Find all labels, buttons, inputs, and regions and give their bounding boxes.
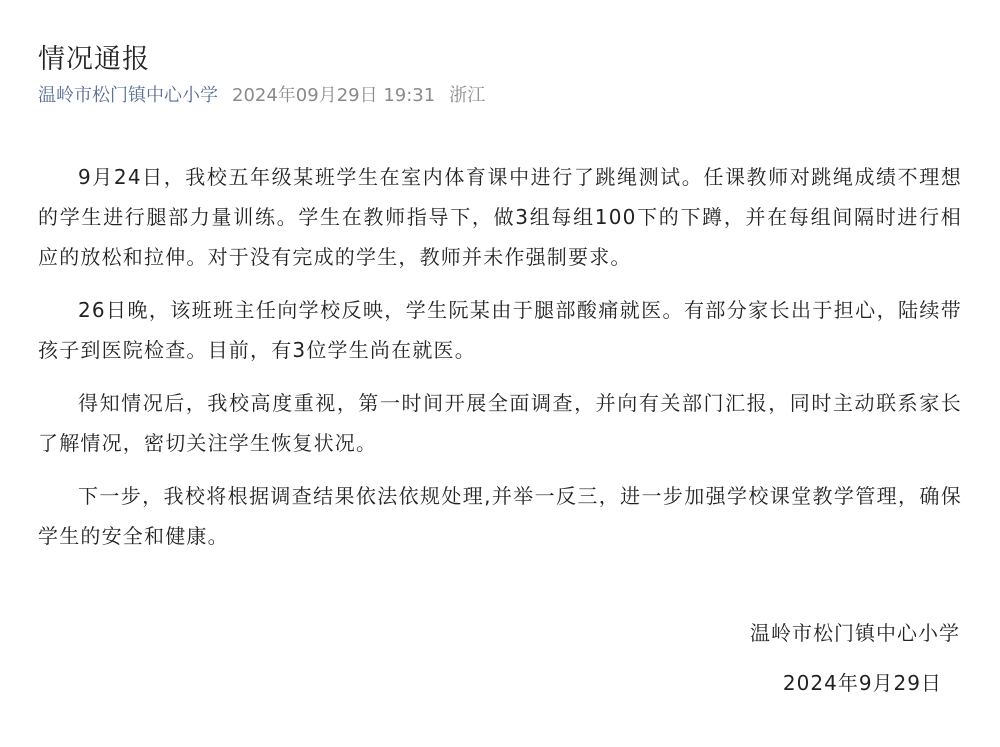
publisher-link[interactable]: 温岭市松门镇中心小学 xyxy=(38,85,218,106)
article-title: 情况通报 xyxy=(38,44,150,76)
publish-location: 浙江 xyxy=(449,85,486,106)
article-body xyxy=(38,157,962,569)
signature-organization: 温岭市松门镇中心小学 xyxy=(750,621,960,645)
publish-datetime: 2024年09月29日 19:31 xyxy=(232,85,436,106)
signature-block xyxy=(750,619,960,697)
article-meta xyxy=(38,82,485,110)
paragraph: 26日晚，该班班主任向学校反映，学生阮某由于腿部酸痛就医。有部分家长出于担心，陆续带孩子到医院检查。目前，有3位学生尚在就医。 xyxy=(38,298,962,362)
signature-date: 2024年9月29日 xyxy=(782,671,942,695)
paragraph: 9月24日，我校五年级某班学生在室内体育课中进行了跳绳测试。任课教师对跳绳成绩不理想的学生进行腿部力量训练。学生在教师指导下，做3组每组100下的下蹲，并在每组间隔时进行相应的放松和拉伸。对于没有完成的学生，教师并未作强制要求。 xyxy=(38,165,962,269)
paragraph: 下一步，我校将根据调查结果依法依规处理,并举一反三，进一步加强学校课堂教学管理，确保学生的安全和健康。 xyxy=(38,484,962,548)
paragraph: 得知情况后，我校高度重视，第一时间开展全面调查，并向有关部门汇报，同时主动联系家长了解情况，密切关注学生恢复状况。 xyxy=(38,391,962,455)
